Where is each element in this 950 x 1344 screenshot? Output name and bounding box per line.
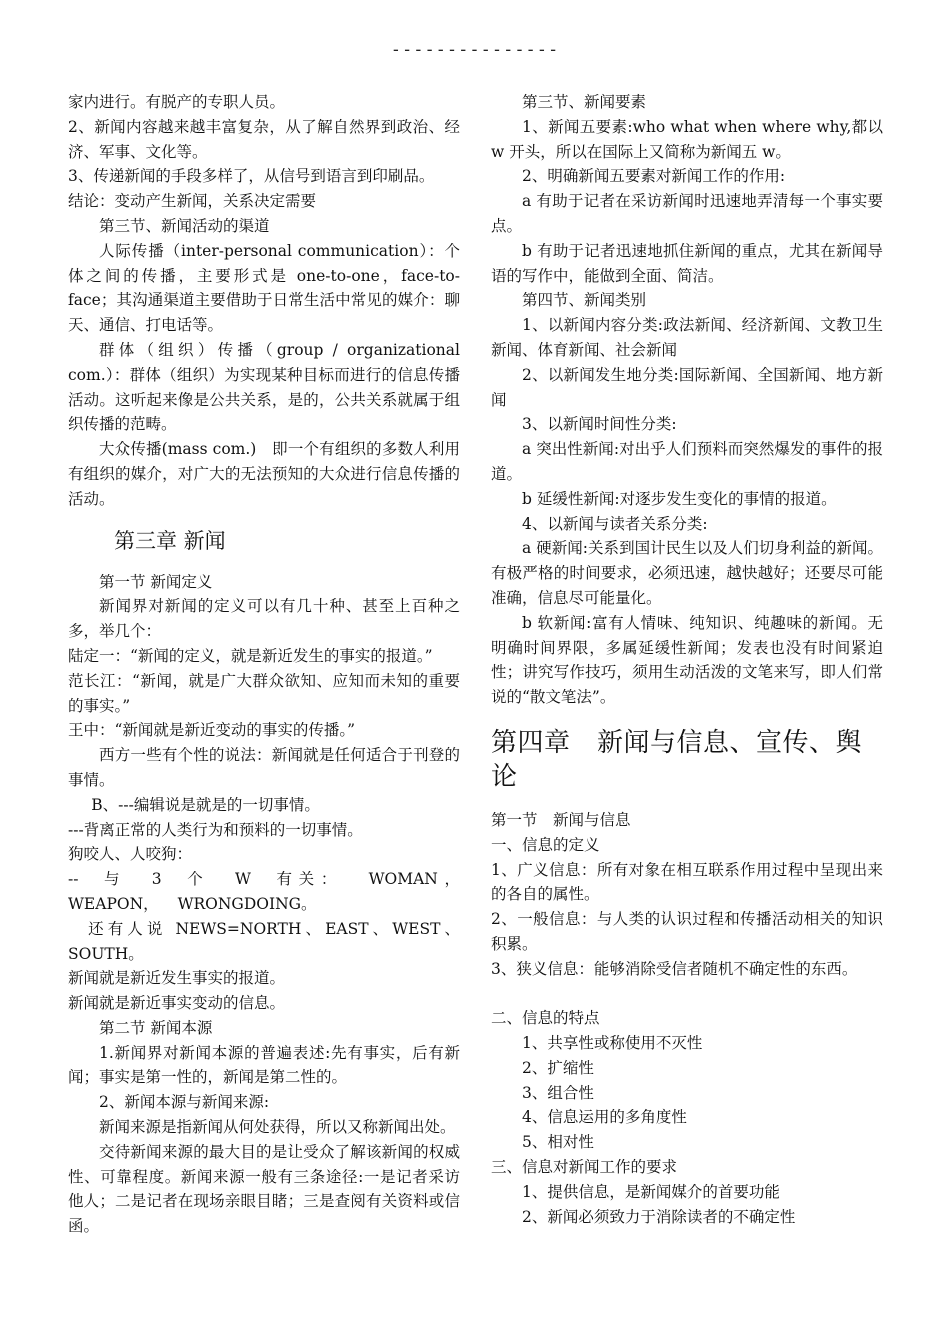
subheading: 二、信息的特点 bbox=[491, 1009, 600, 1028]
subheading: 三、信息对新闻工作的要求 bbox=[491, 1158, 678, 1177]
paragraph: 1.新闻界对新闻本源的普遍表述:先有事实，后有新闻；事实是第一性的，新闻是第二性的。 bbox=[68, 1043, 460, 1087]
paragraph: 1、广义信息：所有对象在相互联系作用过程中呈现出来的各自的属性。 bbox=[491, 860, 883, 904]
paragraph: 交待新闻来源的最大目的是让受众了解该新闻的权威性、可靠程度。新闻来源一般有三条途径:一是记者采访他人；二是记者在现场亲眼目睹；三是查阅有关资料或信函。 bbox=[68, 1142, 460, 1236]
paragraph: 大众传播(mass com.) 即一个有组织的多数人利用有组织的媒介，对广大的无法预知的大众进行信息传播的活动。 bbox=[68, 440, 460, 508]
paragraph: 新闻来源是指新闻从何处获得，所以又称新闻出处。 bbox=[99, 1118, 456, 1137]
paragraph: 新闻就是新近发生事实的报道。 bbox=[68, 969, 286, 988]
paragraph: 结论：变动产生新闻，关系决定需要 bbox=[68, 192, 317, 211]
list-item: 1、提供信息，是新闻媒介的首要功能 bbox=[522, 1182, 780, 1201]
paragraph: 3、狭义信息：能够消除受信者随机不确定性的东西。 bbox=[491, 959, 858, 978]
paragraph: 2、一般信息：与人类的认识过程和传播活动相关的知识积累。 bbox=[491, 910, 883, 953]
section-heading: 第二节 新闻本源 bbox=[99, 1018, 213, 1037]
page-header-dashes: --------------- bbox=[390, 40, 560, 60]
paragraph: B、---编辑说是就是的一切事情。 bbox=[91, 795, 320, 814]
section-heading: 第一节 新闻定义 bbox=[99, 572, 213, 591]
paragraph: a 有助于记者在采访新闻时迅速地弄清每一个事实要点。 bbox=[491, 192, 883, 235]
list-item: 5、相对性 bbox=[522, 1133, 594, 1152]
section-heading: 第三节、新闻要素 bbox=[522, 93, 647, 111]
list-item: 4、信息运用的多角度性 bbox=[522, 1108, 687, 1127]
paragraph: 家内进行。有脱产的专职人员。 bbox=[68, 93, 286, 111]
list-item: 1、共享性或称使用不灭性 bbox=[522, 1034, 703, 1053]
left-column bbox=[68, 90, 460, 1239]
paragraph: ---背离正常的人类行为和预料的一切事情。 bbox=[68, 820, 363, 839]
paragraph: 2、明确新闻五要素对新闻工作的作用: bbox=[522, 167, 786, 186]
quote: 陆定一：“新闻的定义，就是新近发生的事实的报道。” bbox=[68, 646, 433, 665]
quote: 王中：“新闻就是新近变动的事实的传播。” bbox=[68, 721, 356, 740]
chapter-3-title: 第三章 新闻 bbox=[114, 528, 226, 553]
subheading: 一、信息的定义 bbox=[491, 835, 600, 854]
paragraph: 2、新闻本源与新闻来源: bbox=[99, 1093, 270, 1112]
paragraph: 4、以新闻与读者关系分类: bbox=[522, 514, 708, 533]
paragraph: 群体（组织）传播（group / organizational com.）：群体（组织）为实现某种目标而进行的信息传播活动。这听起来像是公共关系，是的，公共关系就属于组织传播的范畴。 bbox=[68, 340, 460, 434]
right-column bbox=[491, 90, 883, 1229]
paragraph: a 硬新闻:关系到国计民生以及人们切身利益的新闻。有极严格的时间要求，必须迅速，越快越好；还要尽可能准确，信息尽可能量化。 bbox=[491, 539, 883, 607]
paragraph: 1、新闻五要素:who what when where why,都以 w 开头，所以在国际上又简称为新闻五 w。 bbox=[491, 117, 883, 161]
paragraph: b 有助于记者迅速地抓住新闻的重点，尤其在新闻导语的写作中，能做到全面、简洁。 bbox=[491, 241, 883, 285]
paragraph: 还有人说 NEWS=NORTH、EAST、WEST、SOUTH。 bbox=[68, 919, 460, 963]
chapter-4-title: 第四章 新闻与信息、宣传、舆论 bbox=[491, 727, 863, 792]
paragraph: -- 与 3 个 W 有关： WOMAN， WEAPON， WRONGDOING。 bbox=[68, 870, 460, 913]
paragraph: 人际传播（inter-personal communication）：个体之间的传播，主要形式是 one-to-one，face-to-face；其沟通渠道主要借助于日常生活中常见的媒介：聊天、通信、打电话等。 bbox=[68, 241, 460, 335]
paragraph: a 突出性新闻:对出乎人们预料而突然爆发的事件的报道。 bbox=[491, 440, 883, 483]
section-heading: 第三节、新闻活动的渠道 bbox=[99, 216, 270, 235]
paragraph: 新闻界对新闻的定义可以有几十种、甚至上百种之多，举几个： bbox=[68, 597, 460, 641]
paragraph: b 延缓性新闻:对逐步发生变化的事情的报道。 bbox=[522, 489, 837, 508]
paragraph: 狗咬人、人咬狗： bbox=[68, 845, 193, 864]
section-heading: 第四节、新闻类别 bbox=[522, 291, 647, 310]
quote: 范长江：“新闻，就是广大群众欲知、应知而未知的重要的事实。” bbox=[68, 671, 460, 715]
paragraph: 3、以新闻时间性分类: bbox=[522, 415, 677, 434]
paragraph: 新闻就是新近事实变动的信息。 bbox=[68, 994, 286, 1013]
paragraph: 1、以新闻内容分类:政法新闻、经济新闻、文教卫生新闻、体育新闻、社会新闻 bbox=[491, 316, 883, 359]
list-item: 3、组合性 bbox=[522, 1083, 594, 1102]
list-item: 2、新闻必须致力于消除读者的不确定性 bbox=[522, 1207, 796, 1226]
paragraph: 2、以新闻发生地分类:国际新闻、全国新闻、地方新闻 bbox=[491, 365, 883, 409]
paragraph: 2、新闻内容越来越丰富复杂，从了解自然界到政治、经济、军事、文化等。 bbox=[68, 117, 460, 161]
paragraph: 西方一些有个性的说法：新闻就是任何适合于刊登的事情。 bbox=[68, 746, 460, 789]
paragraph: 3、传递新闻的手段多样了，从信号到语言到印刷品。 bbox=[68, 167, 435, 186]
paragraph: b 软新闻:富有人情味、纯知识、纯趣味的新闻。无明确时间界限，多属延缓性新闻；发表也没有时间紧迫性；讲究写作技巧，须用生动活泼的文笔来写，即人们常说的“散文笔法”。 bbox=[491, 613, 883, 707]
spacer bbox=[491, 982, 883, 1007]
section-heading: 第一节 新闻与信息 bbox=[491, 810, 631, 829]
list-item: 2、扩缩性 bbox=[522, 1058, 594, 1077]
